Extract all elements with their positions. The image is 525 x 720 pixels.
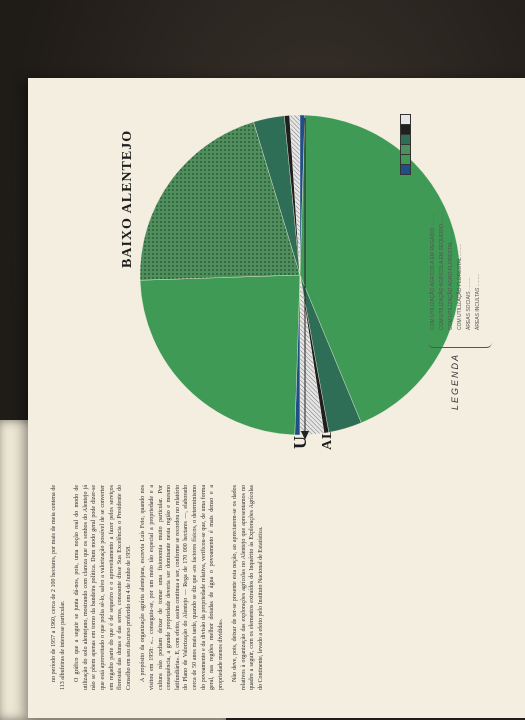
legend-swatch: [400, 154, 411, 165]
intro-paragraph: no período de 1957 a 1960, cerca de 2 100 hectares, por mais de meia centena de 113 albufeiras de interesse particular.: [51, 485, 66, 690]
legend-swatch: [400, 164, 411, 175]
legend-title: LEGENDA: [450, 352, 460, 410]
pie-chart: [135, 110, 465, 440]
legend-item-label: ÁREAS SOCIAIS .........: [466, 277, 472, 330]
paragraph-2: A propósito da organização agrária alentejana, escrevia Luís Feio, quando nos visitou em 1958: «... conseguiu-se, por um meio tão especial a propriedade e a cultura não podiam deixar de tomar uma fisionomia muito particular. Por consequência, a grande propriedade deveria ser dominante nesta região e mesmo latifundiária». E, com efeito, assim continua a ser, conforme se recordou no relatório do Plano de Valorização do Alentejo — Rega de 170 000 hectares —, elaborado cerca de 50 anos mais tarde, quando se diz que «os factores físicos, o determinismo do povoamento e da divisão da propriedade relativa, verificou-se que, de uma forma geral, nas regiões melhor dotadas de água o povoamento é mais denso e a propriedade menos dividida».: [140, 485, 224, 690]
legend-swatch: [400, 144, 411, 155]
legend-swatch: [400, 134, 411, 145]
legend-item-label: COM UTILIZAÇÃO FLORESTAL .........: [457, 243, 463, 330]
paragraph-1: O gráfico que a seguir se junta dá-nos, pois, uma noção real do modo de utilização do solo alentejano, mostrando com clareza que os sonhos do Alentejo já não se põem apenas em torno da bandeira política. Dum modo geral pode dizer-se que está aproveitado o que podia sê-lo, salvo a valorização possível de se converter em regadio parte do que é de sequeiro e o aproveitamento a fazer pelos serviços florestais das dunas e das serras, consoante disse Sua Excelência o Presidente do Conselho em seu discurso proferido em 4 de Junho de 1958.: [74, 485, 132, 690]
arrow-head-icon: [301, 431, 309, 440]
legend-item-label: COM UTILIZAÇÃO AGRO-FLORESTAL .........: [448, 227, 454, 330]
legend-swatch: [400, 114, 411, 125]
paragraph-3: Não deve, pois, deixar de ter-se presente esta noção, ao apreciarem-se os dados relativos à organização das explorações agrícolas no Alentejo que apresentamos no quadro a seguir, com os elementos extraídos do Inquérito às Explorações Agrícolas do Continente, levado a efeito pelo Instituto Nacional de Estatística.: [232, 485, 265, 690]
rotated-page-content: [40, 90, 510, 690]
legend-item-label: ÁREAS INCULTAS .........: [475, 273, 481, 330]
legend-item-label: COM UTILIZAÇÃO AGRÍCOLA EM SEQUEIRO .........: [439, 210, 445, 330]
legend: [430, 140, 490, 410]
pie-slice-alto-1: [140, 275, 300, 435]
legend-swatch: [400, 124, 411, 135]
pie-slices: [140, 115, 460, 435]
body-text: [50, 485, 520, 690]
legend-item-label: COM UTILIZAÇÃO AGRÍCOLA EM REGADIO .........: [430, 213, 436, 330]
label-baixo-alentejo: BAIXO ALENTEJO: [120, 129, 135, 268]
legend-brace: [428, 337, 492, 348]
